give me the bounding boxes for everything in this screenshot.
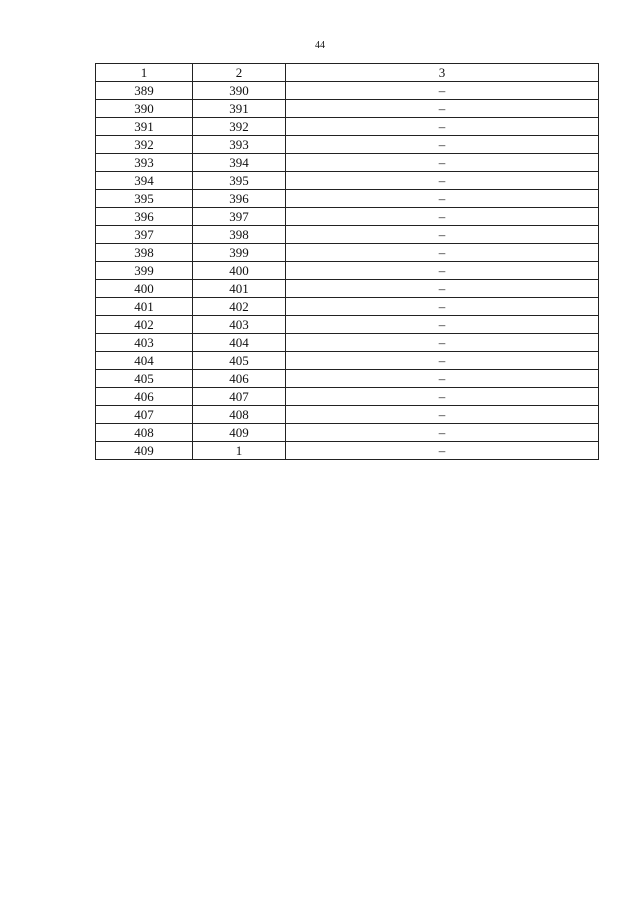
table-cell: 400 xyxy=(96,280,193,298)
table-cell: 389 xyxy=(96,82,193,100)
table-cell: 392 xyxy=(193,118,286,136)
table-cell: 391 xyxy=(193,100,286,118)
table-cell: 398 xyxy=(193,226,286,244)
column-header-3: 3 xyxy=(286,64,599,82)
table-cell: – xyxy=(286,226,599,244)
table-row xyxy=(96,244,599,262)
table-cell: 392 xyxy=(96,136,193,154)
table-row xyxy=(96,100,599,118)
table-cell: 403 xyxy=(193,316,286,334)
table-cell: 409 xyxy=(96,442,193,460)
table-cell: 398 xyxy=(96,244,193,262)
table-row xyxy=(96,370,599,388)
table-cell: – xyxy=(286,154,599,172)
table-cell: – xyxy=(286,388,599,406)
table-cell: 407 xyxy=(193,388,286,406)
table-row xyxy=(96,424,599,442)
column-header-1: 1 xyxy=(96,64,193,82)
table-cell: 394 xyxy=(96,172,193,190)
table-cell: – xyxy=(286,208,599,226)
table-cell: – xyxy=(286,262,599,280)
table-cell: – xyxy=(286,298,599,316)
table-cell: 394 xyxy=(193,154,286,172)
table-cell: 397 xyxy=(193,208,286,226)
table-cell: 393 xyxy=(193,136,286,154)
data-table xyxy=(95,63,599,460)
table-cell: – xyxy=(286,334,599,352)
table-cell: 408 xyxy=(96,424,193,442)
table-cell: – xyxy=(286,316,599,334)
table-cell: 400 xyxy=(193,262,286,280)
table-cell: – xyxy=(286,100,599,118)
table-row xyxy=(96,154,599,172)
table-cell: 408 xyxy=(193,406,286,424)
table-row xyxy=(96,316,599,334)
table-cell: – xyxy=(286,370,599,388)
table-row xyxy=(96,190,599,208)
table-cell: 390 xyxy=(193,82,286,100)
table-row xyxy=(96,442,599,460)
table-row xyxy=(96,172,599,190)
table-cell: 401 xyxy=(193,280,286,298)
header-row xyxy=(96,64,599,82)
table-cell: 1 xyxy=(193,442,286,460)
table-cell: 393 xyxy=(96,154,193,172)
table-cell: 404 xyxy=(96,352,193,370)
table-row xyxy=(96,334,599,352)
table-cell: 406 xyxy=(96,388,193,406)
table-cell: 390 xyxy=(96,100,193,118)
table-cell: 391 xyxy=(96,118,193,136)
table-row xyxy=(96,388,599,406)
table-cell: – xyxy=(286,118,599,136)
table-cell: 395 xyxy=(96,190,193,208)
table-cell: 403 xyxy=(96,334,193,352)
table-body xyxy=(96,82,599,460)
table-cell: 405 xyxy=(193,352,286,370)
table-row xyxy=(96,280,599,298)
table-cell: – xyxy=(286,406,599,424)
table-cell: 396 xyxy=(96,208,193,226)
table-cell: 399 xyxy=(96,262,193,280)
table-cell: – xyxy=(286,172,599,190)
table-cell: 405 xyxy=(96,370,193,388)
table-cell: – xyxy=(286,82,599,100)
table-row xyxy=(96,136,599,154)
table-row xyxy=(96,82,599,100)
table-cell: 399 xyxy=(193,244,286,262)
table-cell: – xyxy=(286,280,599,298)
table-header xyxy=(96,64,599,82)
table-cell: 396 xyxy=(193,190,286,208)
table-row xyxy=(96,262,599,280)
table-row xyxy=(96,118,599,136)
table-cell: – xyxy=(286,244,599,262)
table-cell: – xyxy=(286,424,599,442)
table-cell: 407 xyxy=(96,406,193,424)
table-cell: – xyxy=(286,190,599,208)
table-cell: – xyxy=(286,442,599,460)
table-cell: 401 xyxy=(96,298,193,316)
table-cell: – xyxy=(286,352,599,370)
table-row xyxy=(96,406,599,424)
table-cell: – xyxy=(286,136,599,154)
table-cell: 406 xyxy=(193,370,286,388)
table-cell: 402 xyxy=(193,298,286,316)
table-row xyxy=(96,352,599,370)
column-header-2: 2 xyxy=(193,64,286,82)
table-row xyxy=(96,298,599,316)
table-cell: 397 xyxy=(96,226,193,244)
page-number: 44 xyxy=(315,40,325,51)
table-cell: 395 xyxy=(193,172,286,190)
table-cell: 409 xyxy=(193,424,286,442)
table-row xyxy=(96,208,599,226)
table-row xyxy=(96,226,599,244)
table-cell: 404 xyxy=(193,334,286,352)
table-cell: 402 xyxy=(96,316,193,334)
